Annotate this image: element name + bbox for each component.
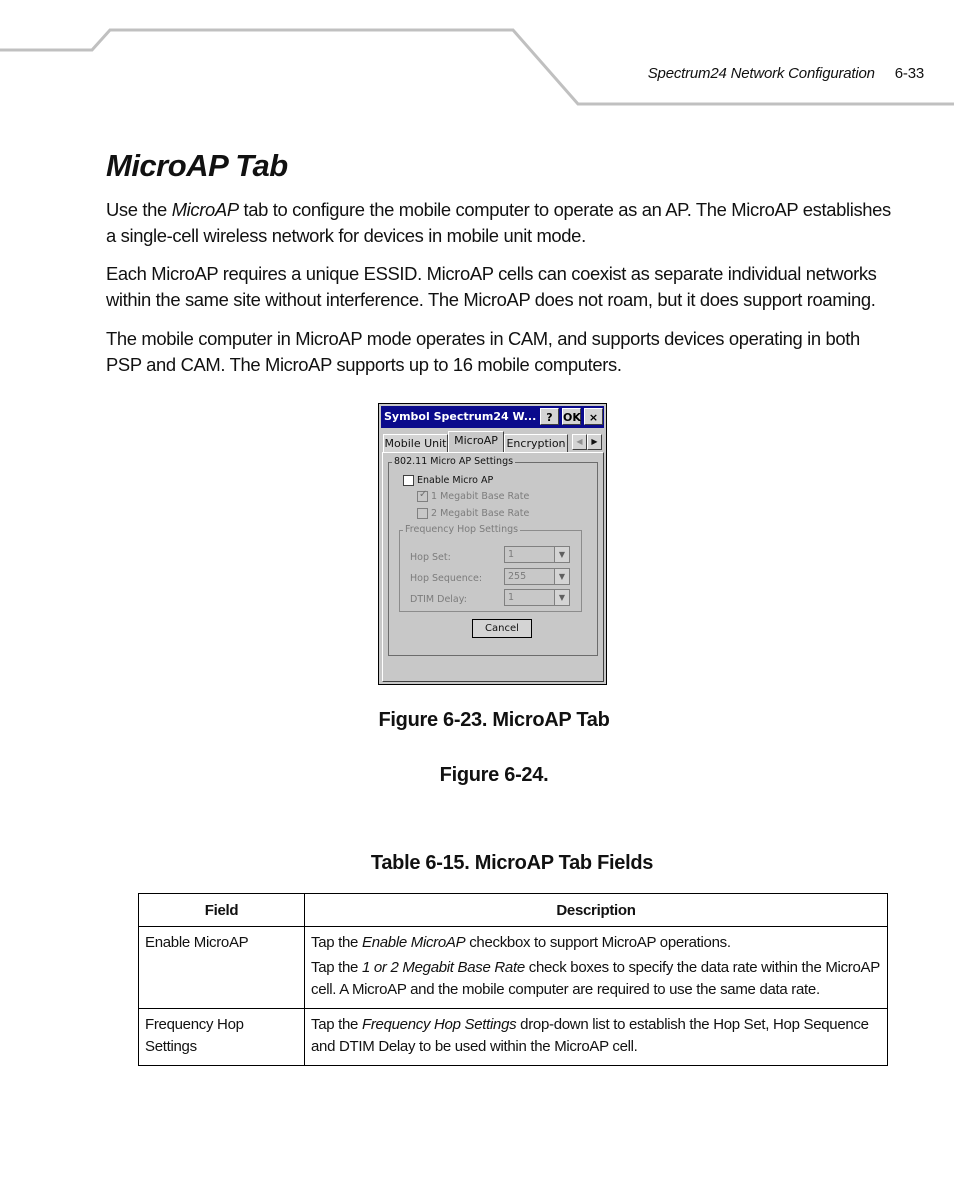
rate2-checkbox[interactable]: [417, 508, 428, 519]
description-line: [311, 957, 881, 1001]
chevron-down-icon[interactable]: ▼: [554, 547, 569, 562]
table-row: [139, 927, 888, 1009]
desc-emphasis: Enable MicroAP: [361, 934, 466, 951]
tab-scroll-left-icon[interactable]: ◀: [572, 434, 587, 450]
tab-encryption[interactable]: Encryption: [504, 434, 568, 452]
enable-micro-ap-label: Enable Micro AP: [417, 475, 494, 486]
header-decoration: [0, 0, 954, 110]
frequency-hop-label: Frequency Hop Settings: [405, 524, 519, 535]
rate1-label: 1 Megabit Base Rate: [431, 491, 530, 502]
hop-sequence-value: 255: [508, 571, 527, 582]
hop-sequence-select[interactable]: [504, 568, 570, 585]
desc-text: check boxes to specify the data rate within the MicroAP cell. A MicroAP and the mobile computer are required to use the same data rate.: [311, 959, 880, 998]
section-title: MicroAP Tab: [106, 148, 288, 183]
rate2-row[interactable]: [417, 508, 529, 519]
running-head-title: Spectrum24 Network Configuration: [647, 65, 875, 82]
rate2-label: 2 Megabit Base Rate: [431, 508, 530, 519]
intro-paragraph: [106, 197, 896, 248]
essid-paragraph: Each MicroAP requires a unique ESSID. MicroAP cells can coexist as separate individual networks within the same site without interference. The MicroAP does not roam, but it does support roaming.: [106, 263, 877, 310]
dialog-titlebar: [381, 406, 604, 428]
rate1-checkbox[interactable]: [417, 491, 428, 502]
header-description: Description: [305, 894, 888, 927]
ok-button[interactable]: OK: [562, 408, 581, 425]
help-button[interactable]: ?: [540, 408, 559, 425]
field-cell: Frequency Hop Settings: [139, 1009, 305, 1066]
figure-caption: Figure 6-23. MicroAP Tab: [378, 709, 610, 731]
desc-text: checkbox to support MicroAP operations.: [465, 934, 731, 951]
check-icon: ✓: [419, 489, 428, 500]
p1-emphasis: MicroAP: [171, 199, 239, 220]
page-number: 6-33: [894, 65, 924, 82]
p1-text-after: tab to configure the mobile computer to operate as an AP. The MicroAP establishes a single-cell wireless network for devices in mobile unit mode.: [106, 199, 891, 246]
micro-ap-settings-label: 802.11 Micro AP Settings: [394, 456, 514, 467]
running-head: [648, 65, 924, 82]
dialog-title: Symbol Spectrum24 W...: [384, 410, 537, 423]
desc-text: Tap the: [311, 1016, 362, 1033]
description-line: [311, 1014, 881, 1058]
microap-dialog-screenshot: [378, 403, 607, 685]
description-cell: [305, 1009, 888, 1066]
enable-micro-ap-row[interactable]: [403, 475, 493, 486]
table-header-row: [139, 894, 888, 927]
cancel-button[interactable]: Cancel: [472, 619, 532, 638]
desc-text: Tap the: [311, 959, 362, 976]
chevron-down-icon[interactable]: ▼: [554, 590, 569, 605]
close-button[interactable]: ×: [584, 408, 603, 425]
desc-text: drop-down list to establish the Hop Set, Hop Sequence and DTIM Delay to be used within the MicroAP cell.: [311, 1016, 869, 1055]
dtim-delay-value: 1: [508, 592, 515, 603]
description-cell: [305, 927, 888, 1009]
header-field: Field: [139, 894, 305, 927]
table-caption: Table 6-15. MicroAP Tab Fields: [370, 852, 654, 874]
hop-set-value: 1: [508, 549, 515, 560]
chevron-down-icon[interactable]: ▼: [554, 569, 569, 584]
dtim-delay-label: DTIM Delay:: [410, 594, 467, 605]
hop-set-select[interactable]: [504, 546, 570, 563]
microap-panel: [382, 452, 604, 682]
tab-scroll-right-icon[interactable]: ▶: [587, 434, 602, 450]
field-cell: Enable MicroAP: [139, 927, 305, 1009]
frequency-hop-group: [399, 524, 582, 612]
desc-text: Tap the: [311, 934, 362, 951]
rate1-row[interactable]: [417, 491, 529, 502]
description-line: [311, 932, 881, 954]
microap-fields-table: [138, 893, 888, 1066]
tab-scroll-arrows: [572, 434, 604, 450]
tab-mobile-unit[interactable]: Mobile Unit: [383, 434, 448, 452]
table-row: [139, 1009, 888, 1066]
desc-emphasis: Frequency Hop Settings: [361, 1016, 517, 1033]
hop-set-label: Hop Set:: [410, 552, 451, 563]
desc-emphasis: 1 or 2 Megabit Base Rate: [361, 959, 525, 976]
tab-microap[interactable]: MicroAP: [448, 431, 504, 452]
cam-paragraph: The mobile computer in MicroAP mode operates in CAM, and supports devices operating in both PSP and CAM. The MicroAP supports up to 16 mobile computers.: [106, 328, 860, 375]
hop-sequence-label: Hop Sequence:: [410, 573, 483, 584]
dtim-delay-select[interactable]: [504, 589, 570, 606]
enable-micro-ap-checkbox[interactable]: [403, 475, 414, 486]
p1-text-before: Use the: [106, 199, 172, 220]
dialog-tabs: [383, 434, 607, 453]
figure-caption-2: Figure 6-24.: [439, 764, 549, 786]
